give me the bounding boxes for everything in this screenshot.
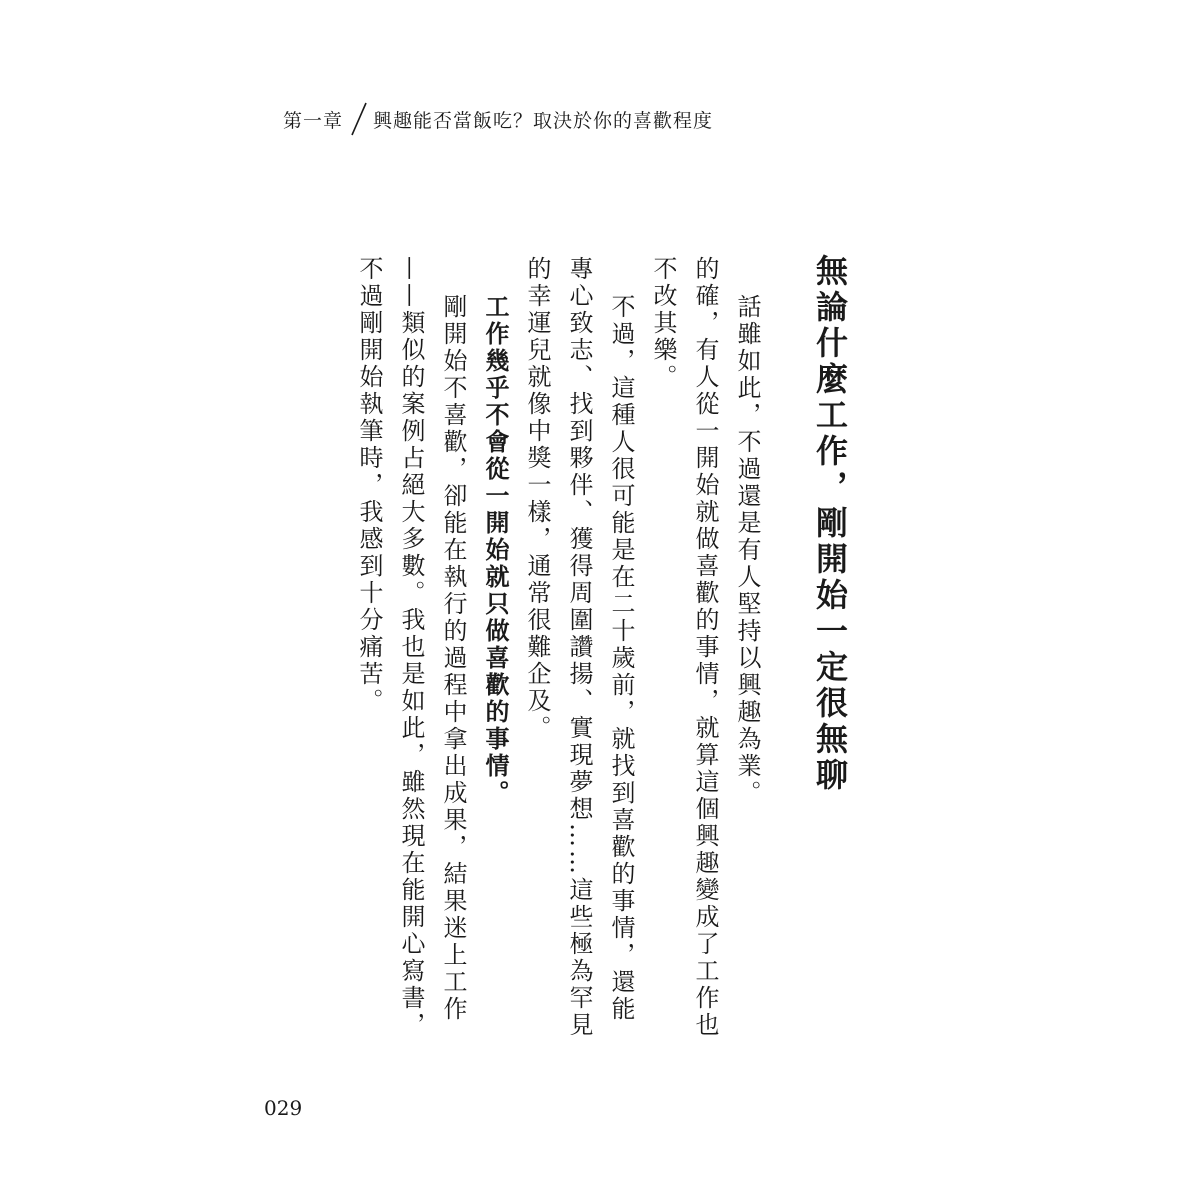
paragraph: 不過，這種人很可能是在二十歲前，就找到喜歡的事情，還能專心致志、找到夥伴、獲得周圍讚揚、實現夢想……這些極為罕見的幸運兒就像中獎一樣，通常很難企及。 — [523, 256, 635, 1039]
body-text — [348, 256, 768, 1046]
chapter-label: 第一章 — [283, 109, 344, 132]
slash-divider-icon — [349, 102, 369, 136]
emphasized-paragraph: 工作幾乎不會從一開始就只做喜歡的事情。 — [481, 294, 509, 808]
paragraph: 剛開始不喜歡，卻能在執行的過程中拿出成果，結果迷上工作——類似的案例占絕大多數。我也是如此，雖然現在能開心寫書，不過剛開始執筆時，我感到十分痛苦。 — [355, 256, 467, 1039]
chapter-title: 興趣能否當飯吃？取決於你的喜歡程度 — [373, 109, 714, 132]
page-number: 029 — [264, 1096, 303, 1120]
section-heading: 無論什麼工作，剛開始一定很無聊 — [811, 254, 849, 794]
paragraph: 話雖如此，不過還是有人堅持以興趣為業。 — [733, 294, 761, 808]
paragraph: 的確，有人從一開始就做喜歡的事情，就算這個興趣變成了工作也不改其樂。 — [649, 256, 719, 1039]
running-head — [283, 102, 713, 136]
